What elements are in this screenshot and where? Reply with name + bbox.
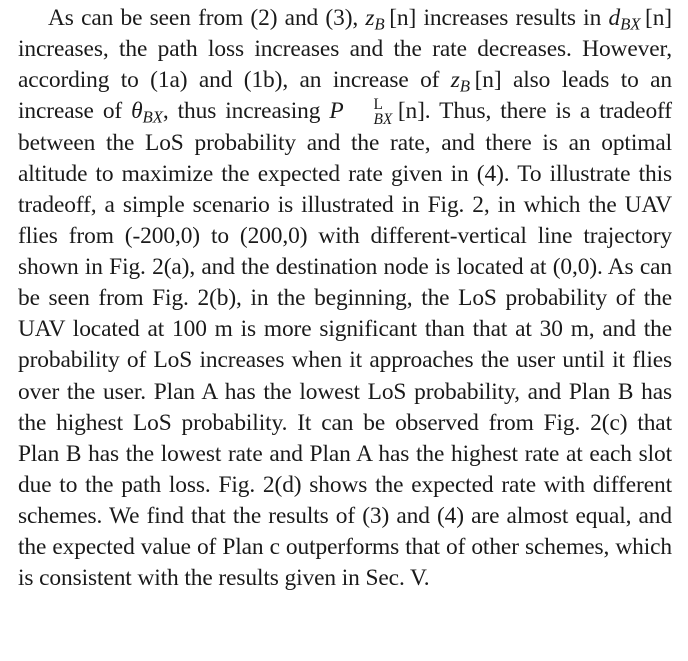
math-argument: [n] bbox=[389, 5, 417, 31]
math-variable: z bbox=[365, 5, 375, 31]
math-variable: P bbox=[329, 98, 344, 125]
math-superscript: L bbox=[373, 96, 383, 114]
math-subscript: B bbox=[374, 14, 385, 34]
math-variable: θ bbox=[131, 98, 143, 125]
math-argument: [n] bbox=[474, 67, 502, 94]
math-subscript: BX bbox=[373, 111, 393, 129]
math-subscript: BX bbox=[142, 107, 163, 127]
math-z-b-n bbox=[450, 67, 502, 96]
text-segment: . Thus, there is a tradeoff between the LoS probability and the rate, and there is an optimal altitude to maximize the expected rate given in (4). To illustrate this tradeoff, a simple scenario is illustrated in Fig. 2, in which the UAV flies from (-200,0) to (200,0) with different-vertical line trajectory shown in Fig. 2(a), and the destination node is located at (0,0). As can be seen from Fig. 2(b), in the beginning, the LoS probability of the UAV located at 100 m is more significant than that at 30 m, and the probability of LoS increases when it approaches the user until it flies over the user. Plan A has the lowest LoS probability, and Plan B has the highest LoS probability. It can be observed from Fig. 2(c) that Plan B has the lowest rate and Plan A has the highest rate at each slot due to the path loss. Fig. 2(d) shows the expected rate with different schemes. We find that the results of (3) and (4) are almost equal, and the expected value of Plan c outperforms that of other schemes, which is consistent with the results given in Sec. V. bbox=[18, 98, 672, 592]
math-subscript: B bbox=[459, 76, 470, 96]
text-segment: , thus increasing bbox=[162, 98, 330, 125]
text-segment: also leads to an increase of bbox=[18, 67, 672, 125]
math-supsub bbox=[344, 98, 393, 127]
text-segment: increases, the path loss increases and the rate decreases. However, according to (1a) and (1b), an increase of bbox=[18, 36, 672, 94]
math-variable: d bbox=[608, 5, 621, 31]
math-p-l-bx-n bbox=[329, 96, 425, 129]
math-variable: z bbox=[450, 67, 460, 94]
math-d-bx-n bbox=[608, 5, 672, 34]
text-segment: increases results in bbox=[416, 5, 609, 31]
math-argument: [n] bbox=[397, 98, 425, 125]
text-segment: As can be seen from (2) and (3), bbox=[48, 5, 366, 31]
body-paragraph bbox=[18, 3, 672, 594]
math-z-b-n bbox=[365, 5, 417, 34]
math-subscript: BX bbox=[620, 14, 641, 34]
math-theta-bx bbox=[131, 98, 163, 127]
math-argument: [n] bbox=[645, 5, 672, 31]
